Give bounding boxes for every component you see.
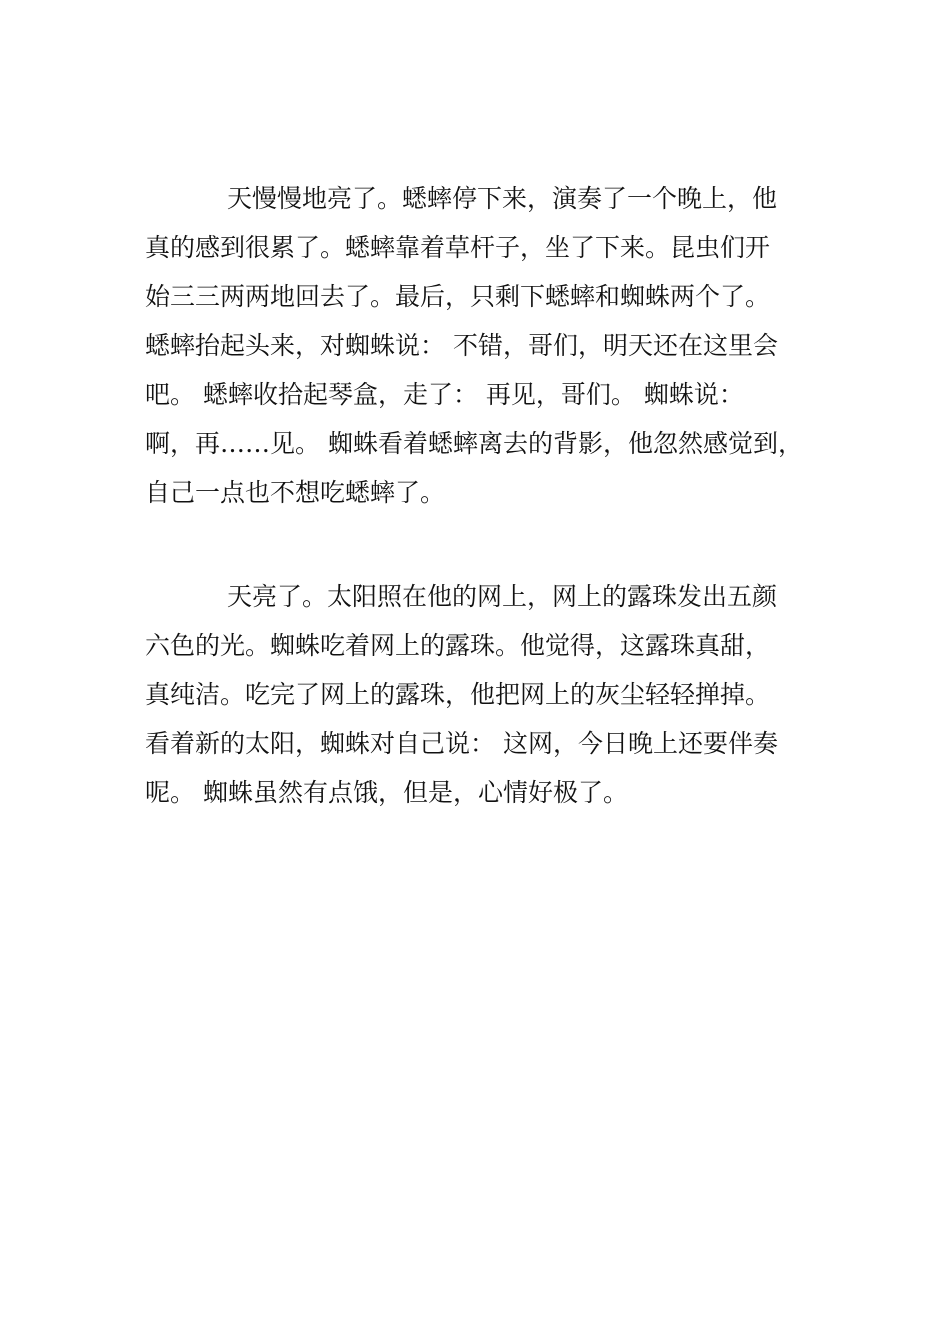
text-line: 蟋蟀抬起头来，对蜘蛛说： 不错，哥们，明天还在这里会: [145, 331, 778, 360]
text-line: 始三三两两地回去了。最后，只剩下蟋蟀和蜘蛛两个了。: [145, 282, 771, 311]
text-line: 真纯洁。吃完了网上的露珠，他把网上的灰尘轻轻掸掉。: [145, 680, 771, 709]
text-line: 天慢慢地亮了。蟋蟀停下来，演奏了一个晚上，他: [227, 184, 778, 213]
text-line: 天亮了。太阳照在他的网上，网上的露珠发出五颜: [227, 582, 778, 611]
text-line: 六色的光。蜘蛛吃着网上的露珠。他觉得，这露珠真甜，: [145, 631, 771, 660]
text-line: 啊，再……见。 蜘蛛看着蟋蟀离去的背影，他忽然感觉到，: [145, 429, 803, 458]
text-line: 自己一点也不想吃蟋蟀了。: [145, 478, 446, 507]
text-line: 呢。 蜘蛛虽然有点饿，但是，心情好极了。: [145, 778, 628, 807]
text-line: 真的感到很累了。蟋蟀靠着草杆子，坐了下来。昆虫们开: [145, 233, 771, 262]
text-line: 吧。 蟋蟀收拾起琴盒，走了： 再见，哥们。 蜘蛛说：: [145, 380, 744, 409]
text-line: 看着新的太阳，蜘蛛对自己说： 这网，今日晚上还要伴奏: [145, 729, 778, 758]
